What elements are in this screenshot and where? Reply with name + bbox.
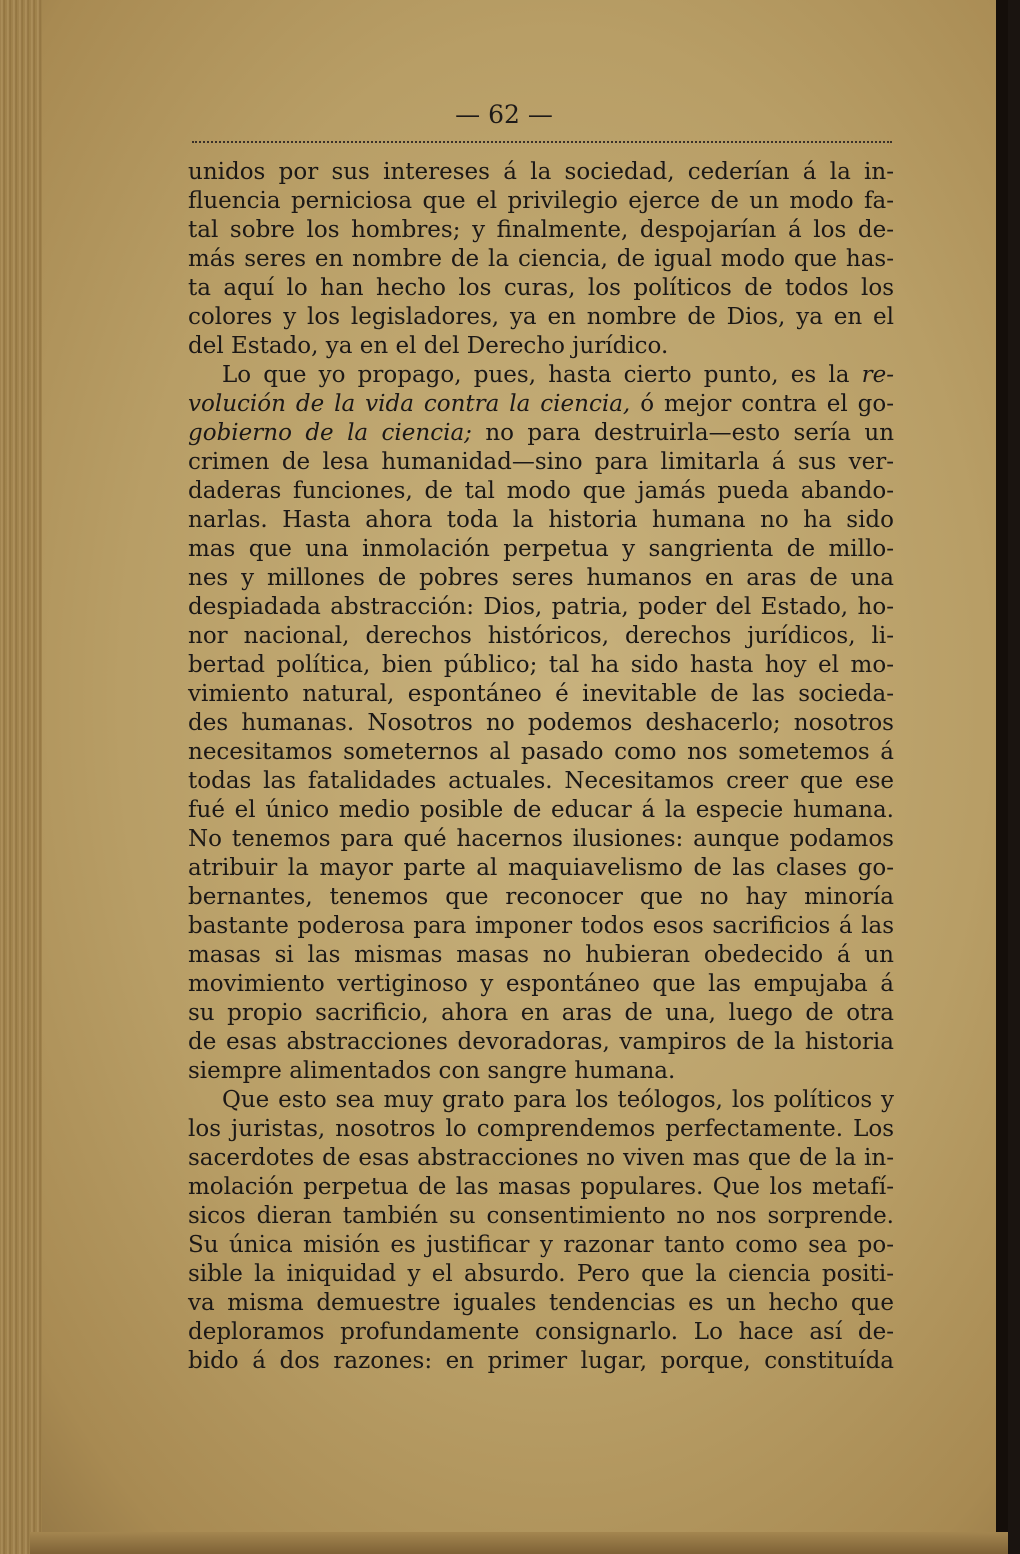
page-binding bbox=[0, 0, 42, 1554]
text-line: No tenemos para qué hacernos ilusiones: aunque podamos bbox=[188, 826, 894, 852]
text-line: des humanas. Nosotros no podemos deshacerlo; nosotros bbox=[188, 710, 894, 736]
text-line: tal sobre los hombres; y finalmente, despojarían á los de- bbox=[188, 217, 894, 243]
text-line: nor nacional, derechos históricos, derechos jurídicos, li- bbox=[188, 623, 894, 649]
italic-run: gobierno de la ciencia; bbox=[188, 420, 472, 446]
text-line: colores y los legisladores, ya en nombre de Dios, ya en el bbox=[188, 304, 894, 330]
text-line: necesitamos someternos al pasado como nos sometemos á bbox=[188, 739, 894, 765]
header-rule bbox=[192, 141, 892, 143]
text-line: los juristas, nosotros lo comprendemos perfectamente. Los bbox=[188, 1116, 894, 1142]
text-line bbox=[188, 361, 894, 390]
text-run: no para destruirla—esto sería un bbox=[485, 420, 895, 446]
text-line: sicos dieran también su consentimiento no nos sorprende. bbox=[188, 1203, 894, 1229]
scan-edge-bottom bbox=[30, 1532, 1008, 1554]
text-line: nes y millones de pobres seres humanos en aras de una bbox=[188, 565, 894, 591]
text-line: narlas. Hasta ahora toda la historia humana no ha sido bbox=[188, 507, 894, 533]
italic-run: re- bbox=[861, 362, 894, 388]
text-line: fluencia perniciosa que el privilegio ejerce de un modo fa- bbox=[188, 188, 894, 214]
text-line: despiadada abstracción: Dios, patria, poder del Estado, ho- bbox=[188, 594, 894, 620]
text-line: masas si las mismas masas no hubieran obedecido á un bbox=[188, 942, 894, 968]
text-line: siempre alimentados con sangre humana. bbox=[188, 1058, 676, 1084]
text-line: su propio sacrificio, ahora en aras de una, luego de otra bbox=[188, 1000, 894, 1026]
text-line: sible la iniquidad y el absurdo. Pero que la ciencia positi- bbox=[188, 1261, 894, 1287]
text-line: molación perpetua de las masas populares. Que los metafí- bbox=[188, 1174, 894, 1200]
text-line bbox=[188, 419, 894, 448]
text-line: bertad política, bien público; tal ha sido hasta hoy el mo- bbox=[188, 652, 894, 678]
text-line: sacerdotes de esas abstracciones no viven mas que de la in- bbox=[188, 1145, 894, 1171]
text-line: Su única misión es justificar y razonar tanto como sea po- bbox=[188, 1232, 894, 1258]
text-line: unidos por sus intereses á la sociedad, cederían á la in- bbox=[188, 159, 894, 185]
page-body bbox=[188, 158, 894, 1376]
text-run: ó mejor contra el go- bbox=[640, 391, 894, 417]
text-line: vimiento natural, espontáneo é inevitable de las socieda- bbox=[188, 681, 894, 707]
text-line: bido á dos razones: en primer lugar, porque, constituída bbox=[188, 1348, 894, 1374]
page-number: — 62 — bbox=[455, 100, 553, 129]
scan-edge-right bbox=[996, 0, 1008, 1554]
text-line bbox=[188, 390, 894, 419]
text-line: deploramos profundamente consignarlo. Lo hace así de- bbox=[188, 1319, 894, 1345]
text-line: fué el único medio posible de educar á la especie humana. bbox=[188, 797, 894, 823]
text-line: bastante poderosa para imponer todos esos sacrificios á las bbox=[188, 913, 894, 939]
text-line: crimen de lesa humanidad—sino para limitarla á sus ver- bbox=[188, 449, 894, 475]
text-line: atribuir la mayor parte al maquiavelismo de las clases go- bbox=[188, 855, 894, 881]
text-line: todas las fatalidades actuales. Necesitamos creer que ese bbox=[188, 768, 894, 794]
text-line: ta aquí lo han hecho los curas, los políticos de todos los bbox=[188, 275, 894, 301]
italic-run: volución de la vida contra la ciencia, bbox=[188, 391, 631, 417]
text-run: Lo que yo propago, pues, hasta cierto punto, es la bbox=[222, 362, 850, 388]
text-line: del Estado, ya en el del Derecho jurídico. bbox=[188, 333, 669, 359]
text-line: Que esto sea muy grato para los teólogos, los políticos y bbox=[222, 1087, 894, 1113]
text-line: mas que una inmolación perpetua y sangrienta de millo- bbox=[188, 536, 894, 562]
text-line: bernantes, tenemos que reconocer que no hay minoría bbox=[188, 884, 894, 910]
text-line: movimiento vertiginoso y espontáneo que las empujaba á bbox=[188, 971, 894, 997]
text-line: de esas abstracciones devoradoras, vampiros de la historia bbox=[188, 1029, 894, 1055]
text-line: más seres en nombre de la ciencia, de igual modo que has- bbox=[188, 246, 894, 272]
text-line: daderas funciones, de tal modo que jamás pueda abando- bbox=[188, 478, 894, 504]
text-line: va misma demuestre iguales tendencias es un hecho que bbox=[188, 1290, 894, 1316]
